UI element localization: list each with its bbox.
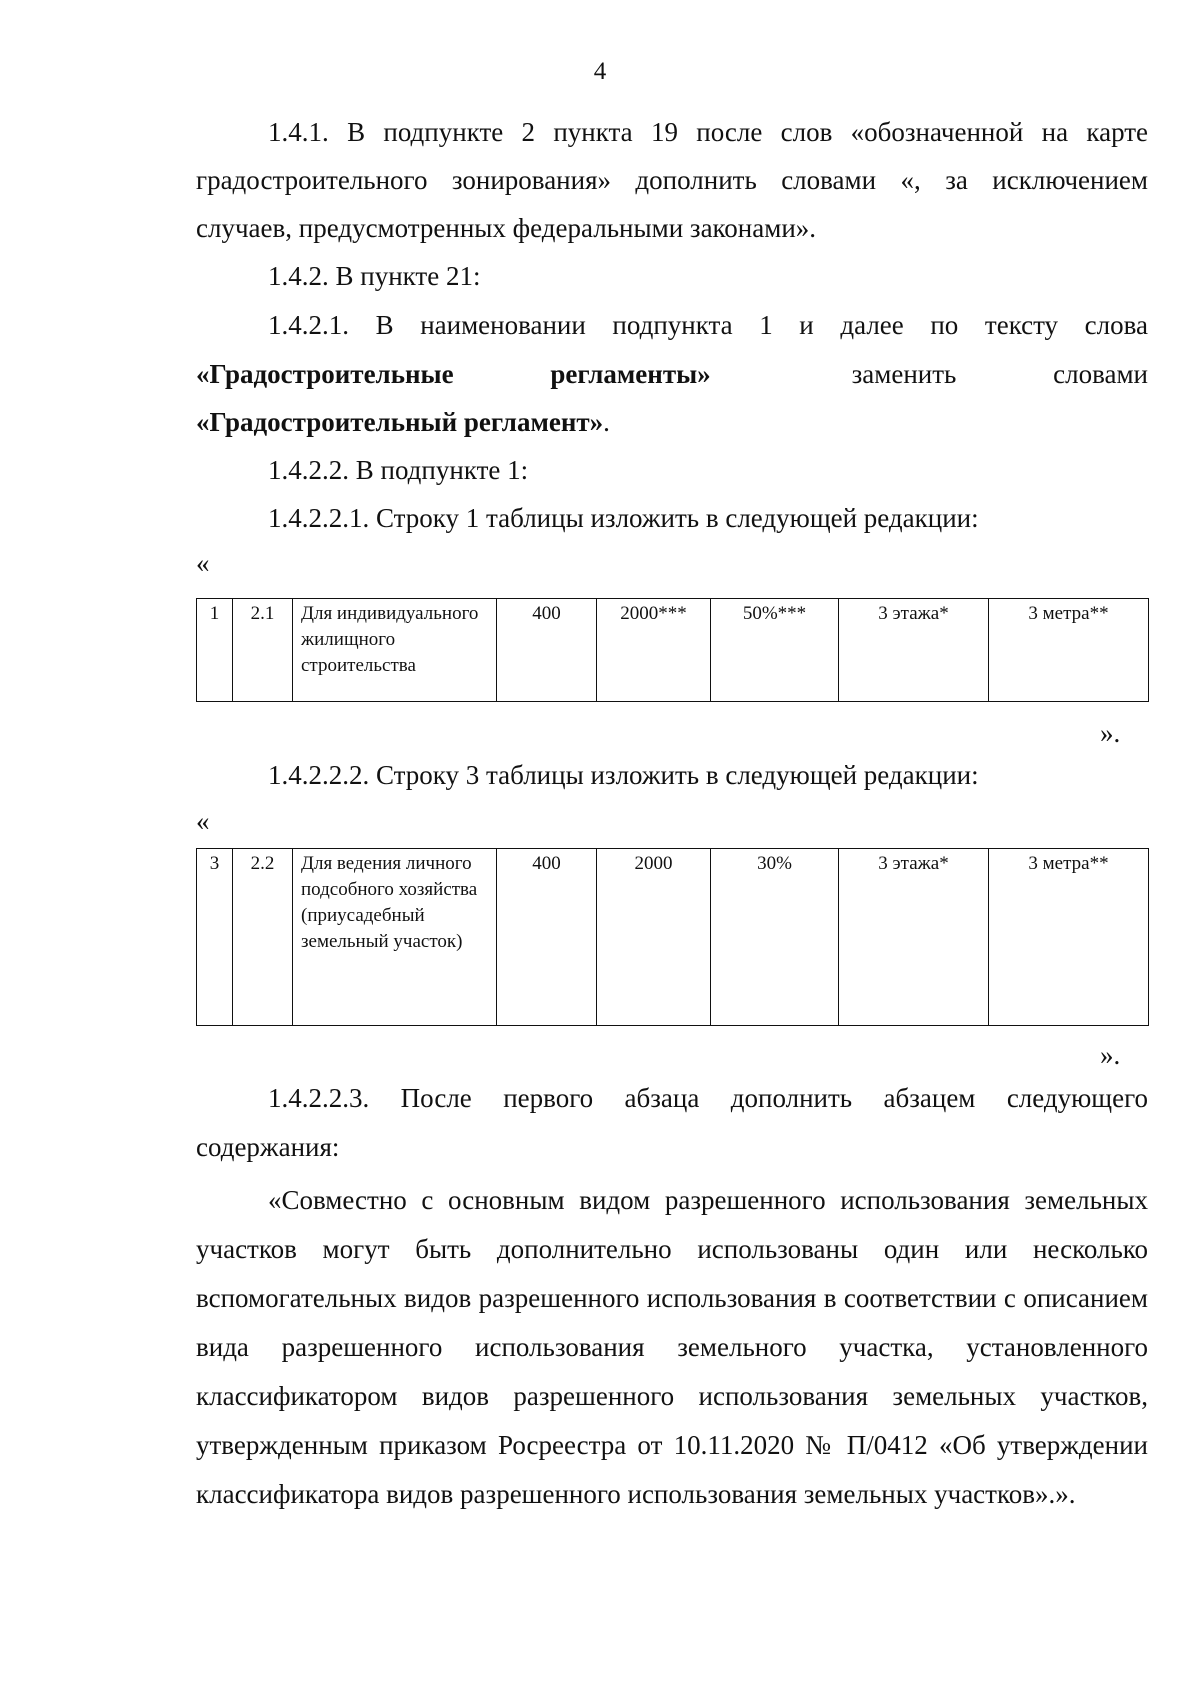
cell-setback: 3 метра**: [989, 849, 1149, 1026]
paragraph-1-4-1-line2: градостроительного зонирования» дополнить словами «, за исключением: [196, 165, 1148, 195]
bold-term-reglament: «Градостроительный регламент»: [196, 407, 604, 437]
paragraph-1-4-1-line1: 1.4.1. В подпункте 2 пункта 19 после слов «обозначенной на карте: [268, 117, 1148, 147]
paragraph-1-4-2-2-2: 1.4.2.2.2. Строку 3 таблицы изложить в следующей редакции:: [268, 760, 979, 790]
cell-number: 1: [197, 599, 233, 702]
cell-max-area: 2000: [597, 849, 711, 1026]
bold-term-reglaments-text: «Градостроительные регламенты»: [196, 359, 711, 389]
bold-term-reglaments: [196, 354, 716, 394]
open-quote-2: «: [196, 806, 210, 836]
paragraph-1-4-2-2-1: 1.4.2.2.1. Строку 1 таблицы изложить в следующей редакции:: [268, 503, 979, 533]
paragraph-1-4-1-line3: случаев, предусмотренных федеральными законами».: [196, 213, 817, 243]
table-row-1: [196, 598, 1149, 702]
paragraph-1-4-2-1-line2: [196, 354, 1148, 394]
table-row: [197, 849, 1149, 1026]
paragraph-1-4-2: 1.4.2. В пункте 21:: [268, 261, 481, 291]
cell-number: 3: [197, 849, 233, 1026]
cell-max-area: 2000***: [597, 599, 711, 702]
paragraph-1-4-2-2-3-line1: 1.4.2.2.3. После первого абзаца дополнить абзацем следующего: [268, 1083, 1148, 1113]
table-row: [197, 599, 1149, 702]
cell-coverage: 50%***: [711, 599, 839, 702]
quoted-paragraph: «Совместно с основным видом разрешенного использования земельных участков могут быть дополнительно использованы один или несколько вспомогательных видов разрешенного использования в соответствии с описанием вида разрешенного использования земельного участка, установленного классификатором видов разрешенного использования земельных участков, утвержденным приказом Росреестра от 10.11.2020 № П/0412 «Об утверждении классификатора видов разрешенного использования земельных участков».».: [196, 1185, 1148, 1509]
cell-floors: 3 этажа*: [839, 849, 989, 1026]
close-quote-2: ».: [1100, 1040, 1121, 1070]
replace-words: заменить словами: [851, 359, 1148, 389]
cell-use-type: Для индивидуального жилищного строительства: [293, 599, 497, 702]
close-quote-1: ».: [1100, 718, 1121, 748]
page-number: 4: [593, 58, 607, 85]
paragraph-1-4-2-1-line3: [196, 402, 1148, 442]
paragraph-1-4-2-1-line1: 1.4.2.1. В наименовании подпункта 1 и далее по тексту слова: [268, 310, 1148, 340]
cell-code: 2.2: [233, 849, 293, 1026]
open-quote-1: «: [196, 548, 210, 578]
cell-use-type: Для ведения личного подсобного хозяйства (приусадебный земельный участок): [293, 849, 497, 1026]
period: .: [603, 407, 610, 437]
cell-min-area: 400: [497, 849, 597, 1026]
cell-floors: 3 этажа*: [839, 599, 989, 702]
cell-code: 2.1: [233, 599, 293, 702]
paragraph-1-4-2-2: 1.4.2.2. В подпункте 1:: [268, 455, 529, 485]
cell-min-area: 400: [497, 599, 597, 702]
cell-coverage: 30%: [711, 849, 839, 1026]
paragraph-1-4-2-2-3-line2: содержания:: [196, 1132, 340, 1162]
table-row-3: [196, 848, 1149, 1026]
cell-setback: 3 метра**: [989, 599, 1149, 702]
